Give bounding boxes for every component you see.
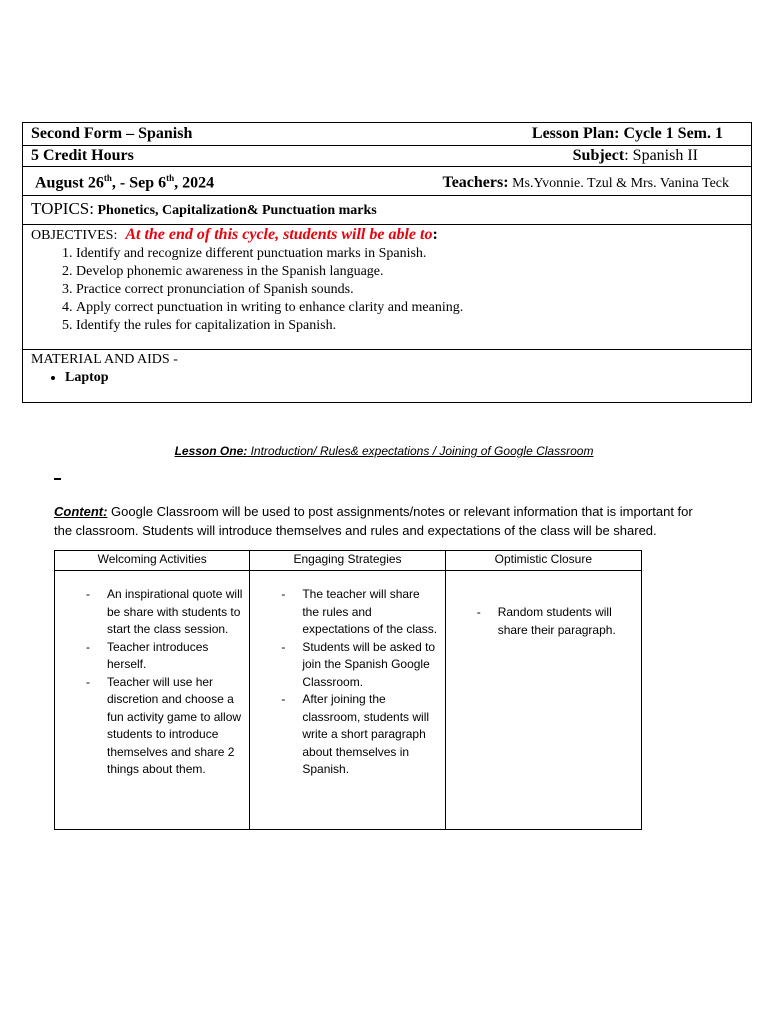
- teachers-value: Ms.Yvonnie. Tzul & Mrs. Vanina Teck: [508, 176, 729, 192]
- welcoming-cell: [55, 571, 250, 830]
- col-header-welcoming: Welcoming Activities: [55, 551, 250, 571]
- header-row-credit: [23, 146, 752, 167]
- objectives-list: [31, 245, 743, 335]
- lesson-title: [0, 444, 768, 458]
- activities-header-row: [55, 551, 642, 571]
- objective-item: 4. Apply correct punctuation in writing to enhance clarity and meaning.: [76, 299, 743, 317]
- objective-item: 3. Practice correct pronunciation of Spanish sounds.: [76, 281, 743, 299]
- lesson-title-label: Lesson One:: [174, 444, 248, 458]
- objectives-heading: [31, 226, 743, 245]
- engaging-list: [256, 586, 438, 779]
- header-row-form: [23, 123, 752, 146]
- subject-label: Subject: [572, 147, 625, 164]
- lesson-plan-label: Lesson Plan: Cycle 1 Sem. 1: [531, 125, 723, 142]
- header-row-dates: [23, 167, 752, 196]
- dash-mark: [54, 478, 61, 480]
- subject: [573, 146, 743, 166]
- content-paragraph: [54, 502, 714, 540]
- objective-item: 2. Develop phonemic awareness in the Spanish language.: [76, 263, 743, 281]
- date-sup-2: th: [166, 173, 175, 183]
- engaging-item: - Students will be asked to join the Spanish Google Classroom.: [302, 639, 438, 692]
- date-part-1: August 26: [35, 174, 104, 192]
- content-text: Google Classroom will be used to post assignments/notes or relevant information that is important for the classroom. Students will introduce themselves and rules and expectations of the class will be shared.: [54, 504, 693, 538]
- materials-list: [31, 369, 743, 387]
- engaging-cell: [250, 571, 445, 830]
- objectives-intro: At the end of this cycle, students will be able to: [125, 226, 433, 244]
- date-part-3: , 2024: [174, 174, 215, 192]
- activities-body-row: [55, 571, 642, 830]
- date-part-2: , - Sep 6: [111, 174, 167, 192]
- closure-cell: [445, 571, 641, 830]
- header-row-materials: [23, 350, 752, 403]
- col-header-engaging: Engaging Strategies: [250, 551, 445, 571]
- activities-table: [54, 550, 642, 830]
- objective-item: 5. Identify the rules for capitalization in Spanish.: [76, 317, 743, 335]
- date-sup-1: th: [103, 173, 112, 183]
- form-title: Second Form – Spanish: [31, 125, 193, 142]
- col-header-closure: Optimistic Closure: [445, 551, 641, 571]
- credit-hours: 5 Credit Hours: [31, 147, 134, 164]
- closure-item: - Random students will share their paragraph.: [498, 604, 635, 639]
- material-label: MATERIAL AND AIDS -: [31, 352, 178, 368]
- teachers-label: Teachers:: [442, 174, 509, 192]
- objectives-label: OBJECTIVES:: [31, 228, 118, 244]
- engaging-item: - After joining the classroom, students will write a short paragraph about themselves in Spanish.: [302, 691, 438, 779]
- objectives-colon: :: [432, 226, 438, 244]
- topics-value: Phonetics, Capitalization& Punctuation marks: [94, 203, 377, 219]
- material-item: • Laptop: [65, 369, 743, 387]
- welcoming-list: [61, 586, 243, 779]
- welcoming-item: - An inspirational quote will be share with students to start the class session.: [107, 586, 243, 639]
- subject-value: : Spanish II: [624, 147, 698, 164]
- welcoming-item: - Teacher will use her discretion and choose a fun activity game to allow students to introduce themselves and share 2 things about them.: [107, 674, 243, 779]
- header-row-topics: [23, 196, 752, 225]
- topics-label: TOPICS:: [31, 199, 94, 219]
- teachers: [443, 172, 744, 195]
- topics: [31, 196, 743, 224]
- content-label: Content:: [54, 504, 108, 519]
- lesson-header-table: [22, 122, 752, 403]
- header-row-objectives: [23, 225, 752, 350]
- closure-list: [452, 604, 635, 639]
- date-range: [31, 167, 214, 194]
- welcoming-item: - Teacher introduces herself.: [107, 639, 243, 674]
- lesson-title-text: Introduction/ Rules& expectations / Joining of Google Classroom: [247, 444, 594, 458]
- engaging-item: - The teacher will share the rules and expectations of the class.: [302, 586, 438, 639]
- objective-item: 1. Identify and recognize different punctuation marks in Spanish.: [76, 245, 743, 263]
